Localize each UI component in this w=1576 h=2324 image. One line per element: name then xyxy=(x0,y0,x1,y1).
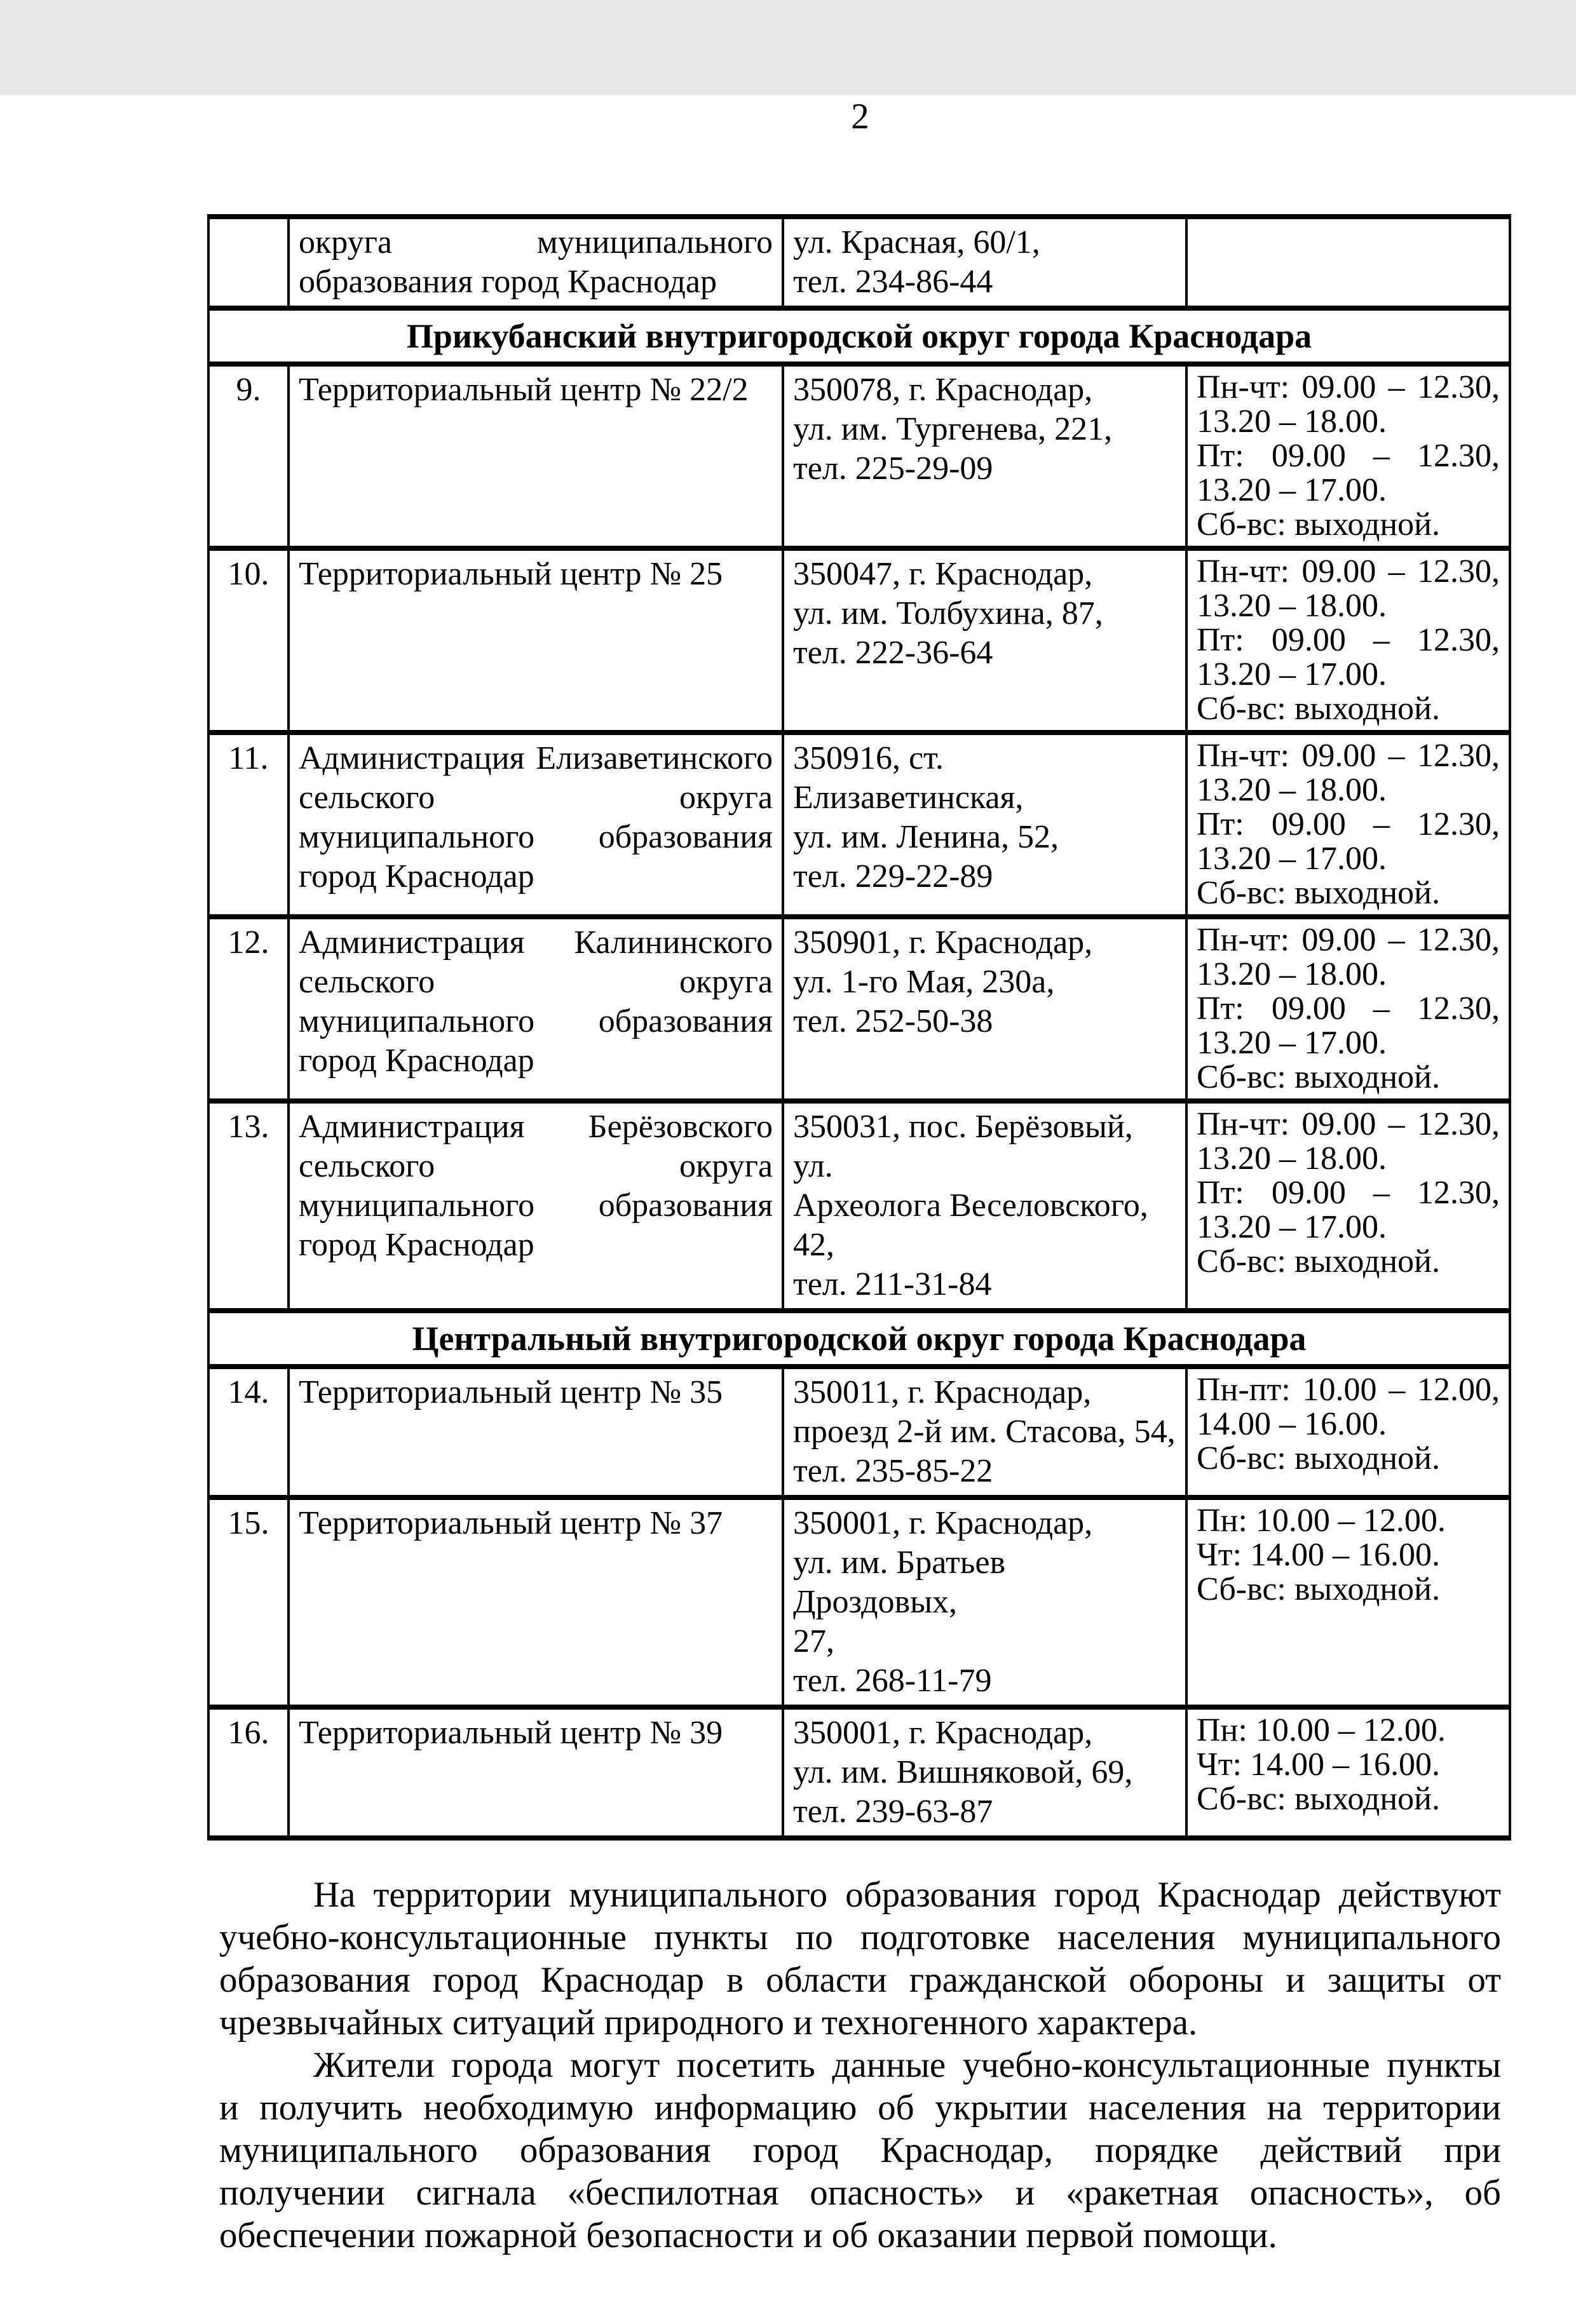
document-page xyxy=(0,95,1576,2324)
text-line: город Краснодар xyxy=(299,1043,534,1079)
address-cell xyxy=(783,217,1186,308)
address-cell xyxy=(783,548,1186,733)
text-line: Пн-чт: 09.00 – 12.30, xyxy=(1197,1106,1500,1142)
row-number-cell: 14. xyxy=(208,1367,289,1497)
text-line: 42, xyxy=(793,1227,834,1263)
text-line: 350901, г. Краснодар, xyxy=(793,924,1093,961)
section-header-cell: Центральный внутригородской округ города Краснодара xyxy=(208,1311,1510,1367)
row-number-cell: 16. xyxy=(208,1707,289,1838)
text-line: и получить необходимую информацию об укрытии населения на территории xyxy=(219,2088,1501,2128)
text-line: сельского округа xyxy=(299,964,773,1000)
text-line: Администрация Калининского xyxy=(299,924,773,961)
text-line: Территориальный центр № 35 xyxy=(299,1374,723,1410)
text-line: Пт: 09.00 – 12.30, xyxy=(1197,622,1500,658)
row-number-cell xyxy=(208,217,289,308)
text-line: проезд 2-й им. Стасова, 54, xyxy=(793,1414,1176,1450)
text-line: Чт: 14.00 – 16.00. xyxy=(1197,1537,1440,1573)
text-line: 350001, г. Краснодар, xyxy=(793,1715,1093,1751)
body-paragraph xyxy=(219,2044,1501,2257)
text-line: ул. им. Тургенева, 221, xyxy=(793,411,1113,447)
text-line: тел. 211-31-84 xyxy=(793,1266,992,1302)
hours-cell xyxy=(1186,217,1510,308)
section-header-cell: Прикубанский внутригородской округ города Краснодара xyxy=(208,308,1510,364)
text-line: обеспечении пожарной безопасности и об оказании первой помощи. xyxy=(219,2215,1277,2255)
address-cell xyxy=(783,1497,1186,1707)
table-row xyxy=(208,364,1510,548)
text-line: сельского округа xyxy=(299,780,773,816)
text-line: образования город Краснодар в области гражданской обороны и защиты от xyxy=(219,1960,1501,2000)
table-row xyxy=(208,548,1510,733)
text-line: тел. 252-50-38 xyxy=(793,1003,993,1039)
table-row xyxy=(208,1497,1510,1707)
text-line: 13.20 – 17.00. xyxy=(1197,841,1387,877)
text-line: 13.20 – 17.00. xyxy=(1197,1209,1387,1245)
hours-cell xyxy=(1186,1101,1510,1311)
text-line: ул. 1-го Мая, 230а, xyxy=(793,964,1055,1000)
name-cell xyxy=(289,548,783,733)
text-line: сельского округа xyxy=(299,1148,773,1184)
body-text xyxy=(219,1874,1501,2257)
hours-cell xyxy=(1186,1367,1510,1497)
text-line: учебно-консультационные пункты по подготовке населения муниципального xyxy=(219,1917,1501,1957)
name-cell xyxy=(289,733,783,917)
name-cell xyxy=(289,1707,783,1838)
text-line: Пт: 09.00 – 12.30, xyxy=(1197,438,1500,474)
text-line: Пн: 10.00 – 12.00. xyxy=(1197,1712,1446,1748)
text-line: муниципального образования xyxy=(299,1187,773,1224)
text-line: Сб-вс: выходной. xyxy=(1197,1243,1440,1280)
text-line: Сб-вс: выходной. xyxy=(1197,875,1440,911)
text-line: ул. Красная, 60/1, xyxy=(793,224,1040,260)
text-line: тел. 239-63-87 xyxy=(793,1794,993,1830)
text-line: Сб-вс: выходной. xyxy=(1197,1571,1440,1607)
text-line: тел. 268-11-79 xyxy=(793,1663,992,1699)
text-line: город Краснодар xyxy=(299,1227,534,1263)
text-line: Пн-чт: 09.00 – 12.30, xyxy=(1197,738,1500,774)
text-line: тел. 225-29-09 xyxy=(793,450,993,487)
text-line: Сб-вс: выходной. xyxy=(1197,691,1440,727)
hours-cell xyxy=(1186,1497,1510,1707)
text-line: город Краснодар xyxy=(299,858,534,895)
table-row xyxy=(208,1707,1510,1838)
text-line: 13.20 – 18.00. xyxy=(1197,772,1387,808)
row-number-cell: 13. xyxy=(208,1101,289,1311)
table-row xyxy=(208,1101,1510,1311)
text-line: 13.20 – 17.00. xyxy=(1197,472,1387,508)
section-header-row xyxy=(208,308,1510,364)
text-line: 13.20 – 18.00. xyxy=(1197,956,1387,992)
text-line: тел. 234-86-44 xyxy=(793,264,993,300)
text-line: Пн-чт: 09.00 – 12.30, xyxy=(1197,369,1500,405)
text-line: Администрация Берёзовского xyxy=(299,1109,773,1145)
text-line: 350031, пос. Берёзовый, ул. xyxy=(793,1109,1133,1184)
text-line: Археолога Веселовского, xyxy=(793,1187,1148,1224)
text-line: Сб-вс: выходной. xyxy=(1197,1781,1440,1817)
table-row xyxy=(208,733,1510,917)
text-line: ул. им. Ленина, 52, xyxy=(793,819,1059,855)
page-number: 2 xyxy=(851,97,869,137)
address-cell xyxy=(783,1367,1186,1497)
text-line: Пн-пт: 10.00 – 12.00, xyxy=(1197,1372,1500,1408)
text-line: 350078, г. Краснодар, xyxy=(793,372,1093,408)
text-line: 27, xyxy=(793,1623,834,1659)
hours-cell xyxy=(1186,548,1510,733)
text-line: Елизаветинская, xyxy=(793,780,1024,816)
text-line: 13.20 – 17.00. xyxy=(1197,1025,1387,1061)
row-number-cell: 9. xyxy=(208,364,289,548)
text-line: 350001, г. Краснодар, xyxy=(793,1505,1093,1541)
text-line: На территории муниципального образования город Краснодар действуют xyxy=(313,1875,1501,1915)
text-line: тел. 222-36-64 xyxy=(793,635,993,671)
text-line: образования город Краснодар xyxy=(299,264,717,300)
text-line: Чт: 14.00 – 16.00. xyxy=(1197,1746,1440,1783)
text-line: получении сигнала «беспилотная опасность» и «ракетная опасность», об xyxy=(219,2173,1501,2213)
text-line: чрезвычайных ситуаций природного и техногенного характера. xyxy=(219,2003,1198,2043)
body-paragraph xyxy=(219,1874,1501,2044)
row-number-cell: 10. xyxy=(208,548,289,733)
hours-cell xyxy=(1186,364,1510,548)
text-line: 13.20 – 17.00. xyxy=(1197,656,1387,692)
text-line: Сб-вс: выходной. xyxy=(1197,506,1440,543)
text-line: Администрация Елизаветинского xyxy=(299,740,773,776)
text-line: 13.20 – 18.00. xyxy=(1197,588,1387,624)
text-line: Пн: 10.00 – 12.00. xyxy=(1197,1503,1446,1539)
text-line: ул. им. Толбухина, 87, xyxy=(793,595,1103,632)
name-cell xyxy=(289,1367,783,1497)
text-line: ул. им. Братьев Дроздовых, xyxy=(793,1544,1006,1620)
address-cell xyxy=(783,917,1186,1101)
text-line: Территориальный центр № 39 xyxy=(299,1715,723,1751)
text-line: 14.00 – 16.00. xyxy=(1197,1406,1387,1442)
hours-cell xyxy=(1186,1707,1510,1838)
text-line: тел. 235-85-22 xyxy=(793,1453,993,1489)
text-line: 350047, г. Краснодар, xyxy=(793,556,1093,592)
text-line: Сб-вс: выходной. xyxy=(1197,1440,1440,1476)
row-number-cell: 15. xyxy=(208,1497,289,1707)
text-line: Пн-чт: 09.00 – 12.30, xyxy=(1197,553,1500,590)
address-cell xyxy=(783,1707,1186,1838)
text-line: Пт: 09.00 – 12.30, xyxy=(1197,806,1500,842)
section-header-row xyxy=(208,1311,1510,1367)
address-cell xyxy=(783,364,1186,548)
table-row xyxy=(208,217,1510,308)
text-line: Сб-вс: выходной. xyxy=(1197,1059,1440,1095)
hours-cell xyxy=(1186,917,1510,1101)
name-cell xyxy=(289,364,783,548)
name-cell xyxy=(289,1101,783,1311)
text-line: муниципального образования город Краснодар, порядке действий при xyxy=(219,2130,1501,2170)
text-line: Территориальный центр № 37 xyxy=(299,1505,723,1541)
address-cell xyxy=(783,1101,1186,1311)
text-line: Пн-чт: 09.00 – 12.30, xyxy=(1197,922,1500,958)
table-row xyxy=(208,917,1510,1101)
name-cell xyxy=(289,917,783,1101)
text-line: 13.20 – 18.00. xyxy=(1197,403,1387,440)
text-line: Жители города могут посетить данные учебно-консультационные пункты xyxy=(313,2045,1501,2085)
text-line: муниципального образования xyxy=(299,819,773,855)
row-number-cell: 11. xyxy=(208,733,289,917)
text-line: округа муниципального xyxy=(299,224,773,260)
table-row xyxy=(208,1367,1510,1497)
row-number-cell: 12. xyxy=(208,917,289,1101)
text-line: Территориальный центр № 22/2 xyxy=(299,372,749,408)
text-line: Территориальный центр № 25 xyxy=(299,556,723,592)
text-line: Пт: 09.00 – 12.30, xyxy=(1197,990,1500,1027)
hours-cell xyxy=(1186,733,1510,917)
text-line: муниципального образования xyxy=(299,1003,773,1039)
contacts-table xyxy=(207,214,1511,1841)
text-line: 350916, ст. xyxy=(793,740,944,776)
text-line: ул. им. Вишняковой, 69, xyxy=(793,1754,1133,1790)
text-line: тел. 229-22-89 xyxy=(793,858,993,895)
name-cell xyxy=(289,1497,783,1707)
name-cell xyxy=(289,217,783,308)
text-line: 350011, г. Краснодар, xyxy=(793,1374,1092,1410)
text-line: 13.20 – 18.00. xyxy=(1197,1140,1387,1177)
address-cell xyxy=(783,733,1186,917)
text-line: Пт: 09.00 – 12.30, xyxy=(1197,1175,1500,1211)
